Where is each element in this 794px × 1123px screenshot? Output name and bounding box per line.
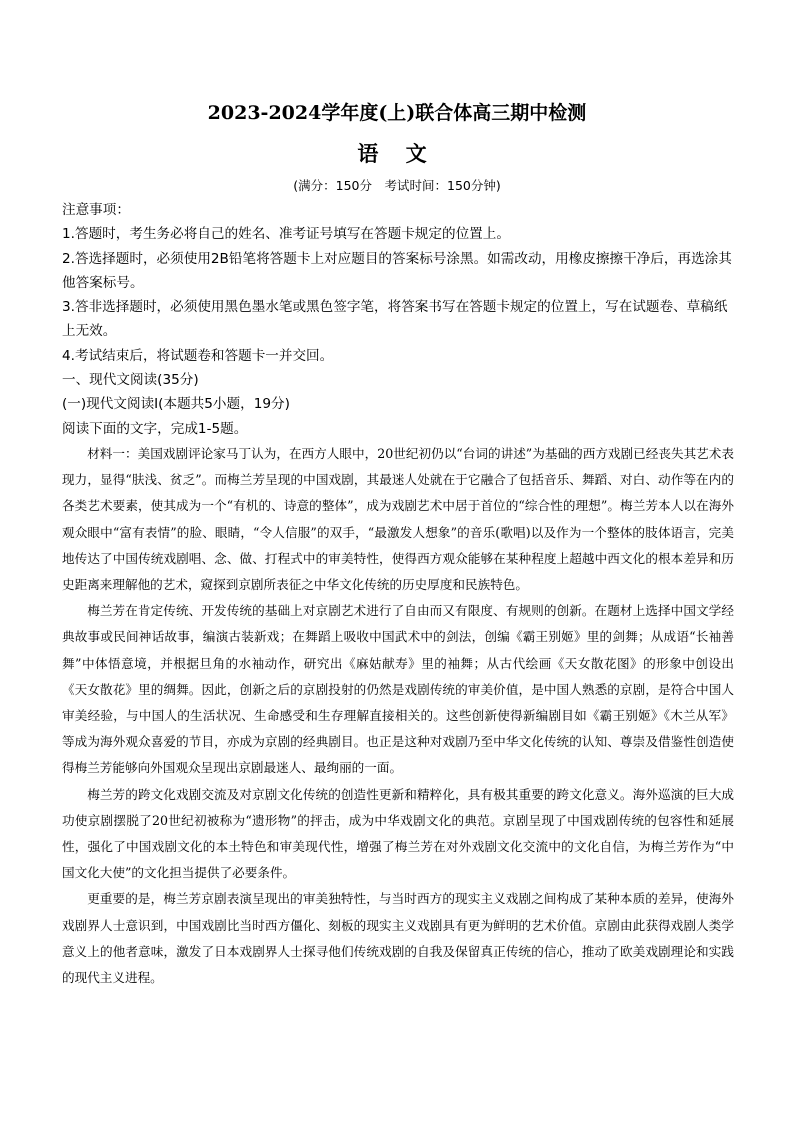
passage-paragraph: 梅兰芳的跨文化戏剧交流及对京剧文化传统的创造性更新和精粹化，具有极其重要的跨文化意义。海外巡演的巨大成功使京剧摆脱了20世纪初被称为“遗形物”的抨击，成为中华戏剧文化的典范。京剧呈现了中国戏剧传统的包容性和延展性，强化了中国戏剧文化的本土特色和审美现代性，增强了梅兰芳在对外戏剧文化交流中的文化自信，为梅兰芳作为“中国文化大使”的文化担当提供了必要条件。 — [62, 786, 734, 881]
page-title: 2023-2024学年度(上)联合体高三期中检测 — [207, 102, 587, 124]
note-item: 2.答选择题时，必须使用2B铅笔将答题卡上对应题目的答案标号涂黑。如需改动，用橡皮擦擦干净后，再选涂其他答案标号。 — [62, 250, 732, 291]
reading-passage — [62, 441, 734, 991]
note-item: 3.答非选择题时，必须使用黑色墨水笔或黑色签字笔，将答案书写在答题卡规定的位置上，写在试题卷、草稿纸上无效。 — [62, 299, 728, 340]
exam-info: (满分：150分 考试时间：150分钟) — [293, 178, 501, 193]
part-title: 一、现代文阅读(35分) — [62, 372, 199, 389]
sub-title: (一)现代文阅读Ⅰ(本题共5小题，19分) — [62, 396, 290, 413]
subject-title: 语 文 — [357, 141, 437, 166]
passage-paragraph: 更重要的是，梅兰芳京剧表演呈现出的审美独特性，与当时西方的现实主义戏剧之间构成了某种本质的差异，使海外戏剧界人士意识到，中国戏剧比当时西方僵化、刻板的现实主义戏剧具有更为鲜明的艺术价值。京剧由此获得戏剧人类学意义上的他者意味，激发了日本戏剧界人士探寻他们传统戏剧的自我及保留真正传统的信心，推动了欧美戏剧理论和实践的现代主义进程。 — [62, 891, 734, 986]
passage-paragraph: 梅兰芳在肯定传统、开发传统的基础上对京剧艺术进行了自由而又有限度、有规则的创新。在题材上选择中国文学经典故事或民间神话故事，编演古装新戏；在舞蹈上吸收中国武术中的剑法，创编《霸王别姬》里的剑舞；从成语“长袖善舞”中体悟意境，并根据旦角的水袖动作，研究出《麻姑献寿》里的袖舞；从古代绘画《天女散花图》的形象中创设出《天女散花》里的绸舞。因此，创新之后的京剧投射的仍然是戏剧传统的审美价值，是中国人熟悉的京剧，是符合中国人审美经验，与中国人的生活状况、生命感受和生存理解直接相关的。这些创新使得新编剧目如《霸王别姬》《木兰从军》等成为海外观众喜爱的节目，亦成为京剧的经典剧目。也正是这种对戏剧乃至中华文化传统的认知、尊崇及借鉴性创造使得梅兰芳能够向外国观众呈现出京剧最迷人、最绚丽的一面。 — [62, 603, 734, 776]
note-item: 4.考试结束后，将试题卷和答题卡一并交回。 — [62, 347, 334, 364]
instruction: 阅读下面的文字，完成1-5题。 — [62, 420, 248, 437]
passage-paragraph: 材料一：美国戏剧评论家马丁认为，在西方人眼中，20世纪初仍以“台词的讲述”为基础的西方戏剧已经丧失其艺术表现力，显得“肤浅、贫乏”。而梅兰芳呈现的中国戏剧，其最迷人处就在于它融合了包括音乐、舞蹈、对白、动作等在内的各类艺术要素，使其成为一个“有机的、诗意的整体”，成为戏剧艺术中居于首位的“综合性的理想”。梅兰芳本人以在海外观众眼中“富有表情”的脸、眼睛，“令人信服”的双手，“最激发人想象”的音乐(歌唱)以及作为一个整体的肢体语言，完美地传达了中国传统戏剧唱、念、做、打程式中的审美特性，使得西方观众能够在某种程度上超越中西文化的根本差异和历史距离来理解他的艺术，窥探到京剧所表征之中华文化传统的历史厚度和民族特色。 — [62, 446, 734, 593]
notes-section — [62, 198, 734, 441]
notes-heading: 注意事项： — [62, 202, 130, 218]
note-item: 1.答题时，考生务必将自己的姓名、准考证号填写在答题卡规定的位置上。 — [62, 226, 510, 243]
